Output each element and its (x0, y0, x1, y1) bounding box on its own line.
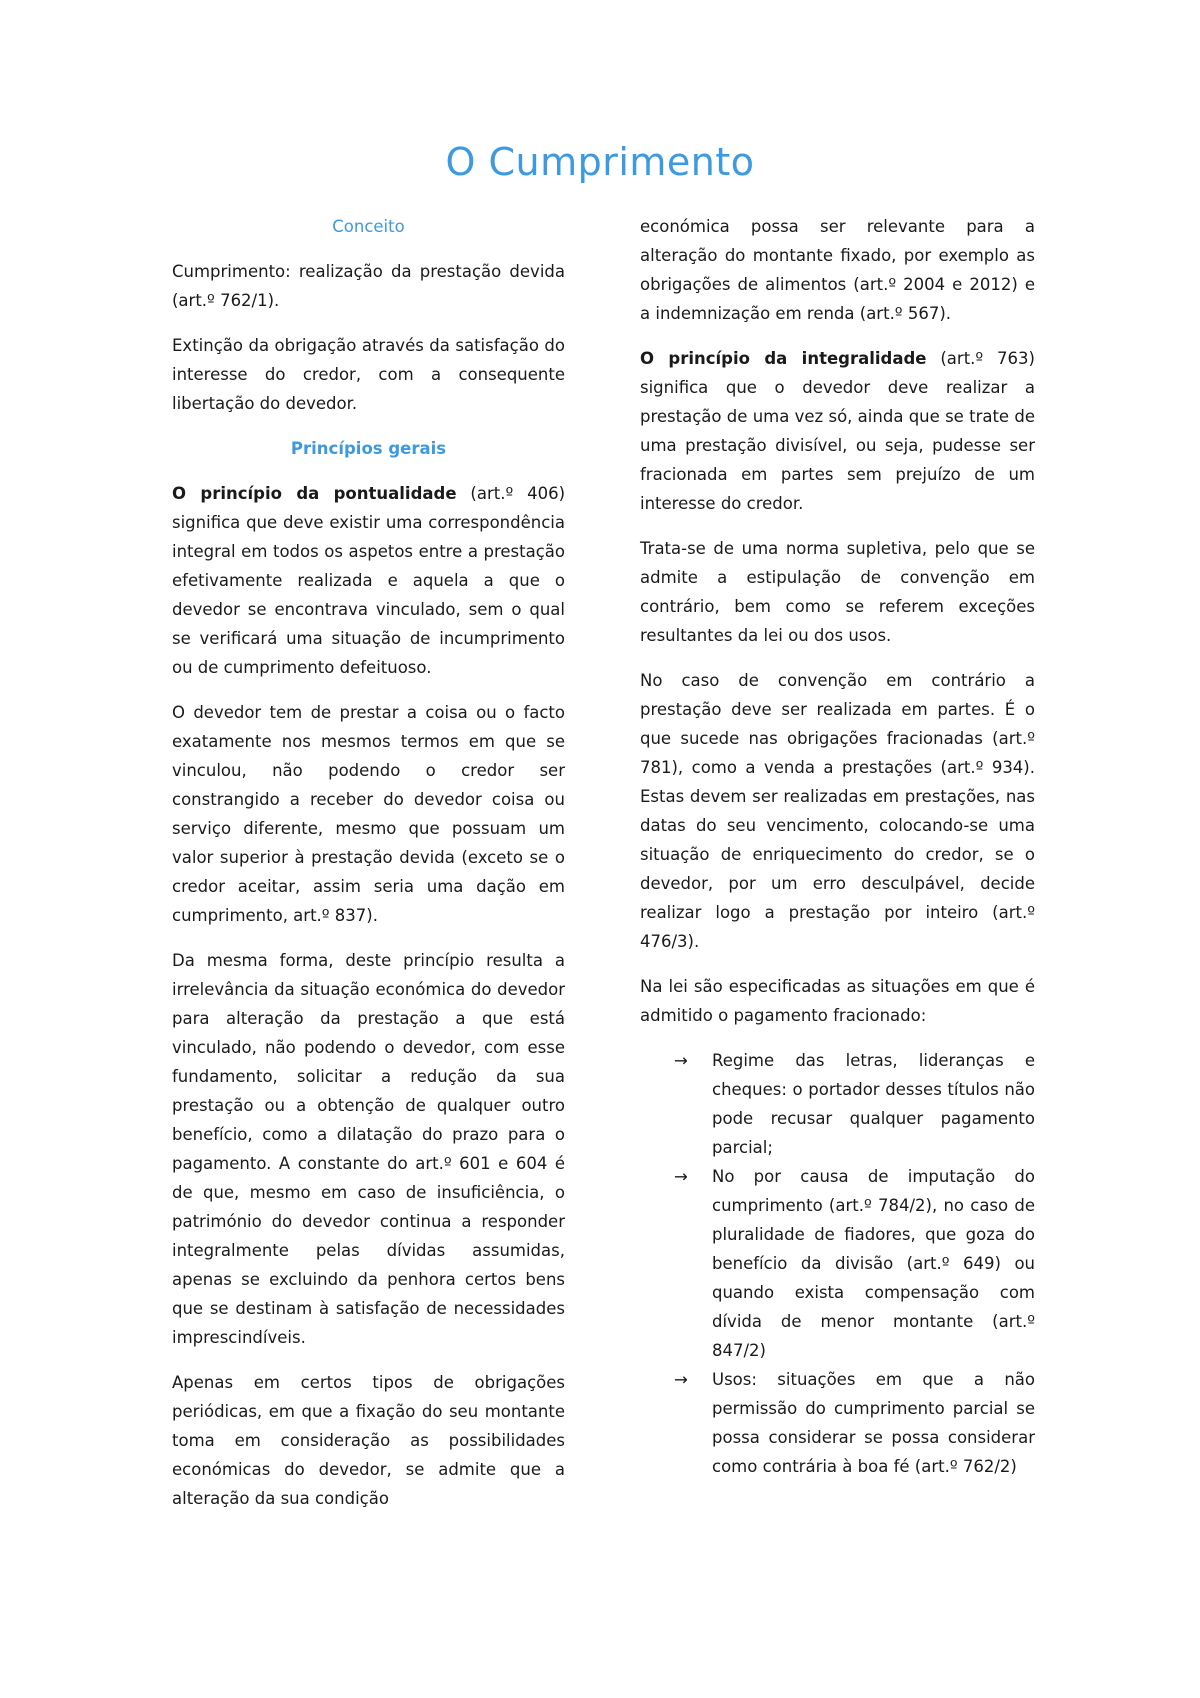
arrow-bullet-icon: → (674, 1370, 688, 1389)
paragraph (172, 479, 565, 682)
arrow-bullet-icon: → (674, 1167, 688, 1186)
paragraph: económica possa ser relevante para a alteração do montante fixado, por exemplo as obrigações de alimentos (art.º 2004 e 2012) e a indemnização em renda (art.º 567). (640, 217, 1035, 323)
paragraph: Apenas em certos tipos de obrigações periódicas, em que a fixação do seu montante toma em consideração as possibilidades económicas do devedor, se admite que a alteração da sua condição (172, 1373, 565, 1508)
page-title: O Cumprimento (445, 140, 755, 184)
paragraph: O devedor tem de prestar a coisa ou o facto exatamente nos mesmos termos em que se vinculou, não podendo o credor ser constrangido a receber do devedor coisa ou serviço diferente, mesmo que possuam um valor superior à prestação devida (exceto se o credor aceitar, assim seria uma dação em cumprimento, art.º 837). (172, 703, 565, 925)
bold-term: O princípio da integralidade (640, 349, 927, 368)
arrow-bullet-icon: → (674, 1051, 688, 1070)
list-item (640, 1365, 1035, 1481)
section-heading-principios: Princípios gerais (290, 439, 447, 458)
paragraph: Cumprimento: realização da prestação devida (art.º 762/1). (172, 262, 565, 310)
list-item-text: Regime das letras, lideranças e cheques: o portador desses títulos não pode recusar qualquer pagamento parcial; (712, 1051, 1035, 1157)
list-item-text: No por causa de imputação do cumprimento (art.º 784/2), no caso de pluralidade de fiadores, que goza do benefício da divisão (art.º 649) ou quando exista compensação com dívida de menor montante (art.º 847/2) (712, 1167, 1035, 1360)
paragraph-text: (art.º 763) significa que o devedor deve realizar a prestação de uma vez só, ainda que se trate de uma prestação divisível, ou seja, pudesse ser fracionada em partes sem prejuízo de um interesse do credor. (640, 349, 1035, 513)
right-column (640, 212, 1035, 1481)
paragraph-text: (art.º 406) significa que deve existir uma correspondência integral em todos os aspetos entre a prestação efetivamente realizada e aquela a que o devedor se encontrava vinculado, sem o qual se verificará uma situação de incumprimento ou de cumprimento defeituoso. (172, 484, 566, 677)
paragraph (640, 344, 1035, 518)
paragraph: Trata-se de uma norma supletiva, pelo que se admite a estipulação de convenção em contrário, bem como se referem exceções resultantes da lei ou dos usos. (640, 539, 1035, 645)
paragraph: Da mesma forma, deste princípio resulta a irrelevância da situação económica do devedor para alteração da prestação a que está vinculado, não podendo o devedor, com esse fundamento, solicitar a redução da sua prestação ou a obtenção de qualquer outro benefício, como a dilatação do prazo para o pagamento. A constante do art.º 601 e 604 é de que, mesmo em caso de insuficiência, o património do devedor continua a responder integralmente pelas dívidas assumidas, apenas se excluindo da penhora certos bens que se destinam à satisfação de necessidades imprescindíveis. (172, 951, 565, 1347)
list-item-text: Usos: situações em que a não permissão do cumprimento parcial se possa considerar se possa considerar como contrária à boa fé (art.º 762/2) (712, 1370, 1035, 1476)
section-heading-conceito: Conceito (332, 217, 405, 236)
list-item (640, 1046, 1035, 1162)
paragraph: Na lei são especificadas as situações em que é admitido o pagamento fracionado: (640, 977, 1035, 1025)
left-column (172, 212, 565, 1529)
paragraph: No caso de convenção em contrário a prestação deve ser realizada em partes. É o que sucede nas obrigações fracionadas (art.º 781), como a venda a prestações (art.º 934). Estas devem ser realizadas em prestações, nas datas do seu vencimento, colocando-se uma situação de enriquecimento do credor, se o devedor, por um erro desculpável, decide realizar logo a prestação por inteiro (art.º 476/3). (640, 671, 1035, 951)
paragraph: Extinção da obrigação através da satisfação do interesse do credor, com a consequente libertação do devedor. (172, 336, 565, 413)
bold-term: O princípio da pontualidade (172, 484, 457, 503)
list-item (640, 1162, 1035, 1365)
bullet-list (640, 1046, 1035, 1481)
